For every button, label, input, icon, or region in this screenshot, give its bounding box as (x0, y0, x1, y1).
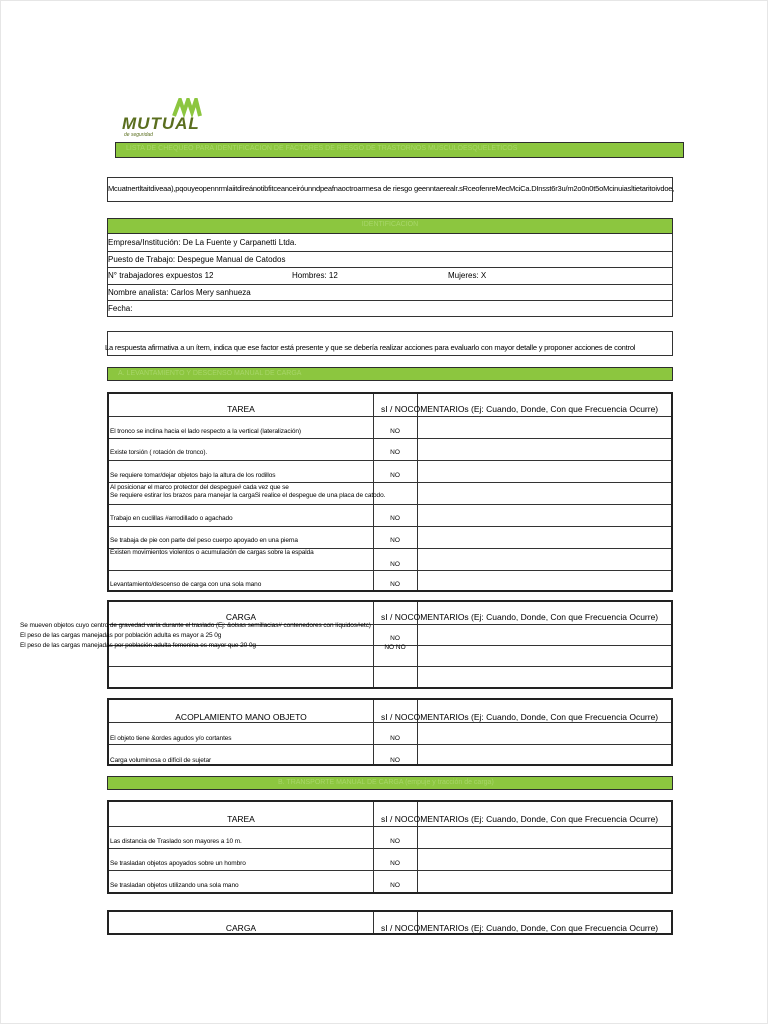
table-tarea-a-header: sI / NOCOMENTARIOs (Ej: Cuando, Donde, Con que Frecuencia Ocurre) (381, 404, 659, 414)
row-value: NO (390, 561, 400, 568)
table-carga-a-title: CARGA (225, 612, 257, 622)
row-value: NO (390, 735, 400, 742)
header-bar-text: LISTA DE CHEQUEO PARA IDENTIFICACION DE FACTORES DE RIESGO DE TRASTORNOS MUSCULOESQUELETICOS (126, 145, 518, 152)
logo-subtitle: de seguridad (124, 132, 153, 138)
analista-row (107, 284, 673, 300)
row-value: NO (390, 537, 400, 544)
section-a-title: A. LEVANTAMIENTO Y DESCENSO MANUAL DE CARGA (118, 370, 302, 377)
table-row (109, 826, 671, 848)
table-tarea-b-title: TAREA (227, 814, 255, 824)
logo-text: MUTUAL (122, 114, 200, 133)
note-text: La respuesta afirmativa a un ítem, indica que ese factor está presente y que se debería realizar acciones para evaluarlo con mayor detalle y proponer acciones de control (105, 343, 636, 352)
table-tarea-a (107, 392, 673, 592)
table-row (109, 744, 671, 766)
table-row (109, 570, 671, 592)
fecha-row (107, 300, 673, 316)
table-row (109, 438, 671, 460)
table-row (109, 416, 671, 438)
analista-text: Nombre analista: Carlos Mery sanhueza (108, 288, 251, 297)
table-row (109, 666, 671, 687)
table-row (109, 504, 671, 526)
table-carga-b-title: CARGA (225, 923, 257, 933)
table-row (109, 548, 671, 570)
table-row (109, 526, 671, 548)
row-value: NO (390, 428, 400, 435)
row-value: NO NO (384, 644, 406, 651)
section-identification-bar (107, 218, 673, 234)
puesto-row (107, 251, 673, 267)
column-divider (373, 912, 374, 933)
table-carga-a-header: sI / NOCOMENTARIOs (Ej: Cuando, Donde, Con que Frecuencia Ocurre) (381, 612, 659, 622)
intro-box (107, 177, 673, 202)
row-label: Se trabaja de pie con parte del peso cuerpo apoyado en una pierna (110, 537, 298, 544)
row-value: NO (390, 757, 400, 764)
header-bar (115, 142, 684, 158)
table-row (109, 870, 671, 892)
row-value: NO (390, 581, 400, 588)
row-label: Levantamiento/descenso de carga con una sola mano (110, 581, 262, 588)
mujeres-text: Mujeres: X (448, 271, 487, 280)
mutual-logo (118, 98, 228, 140)
row-label: El tronco se inclina hacia el lado respecto a la vertical (lateralización) (110, 428, 301, 435)
section-a-bar (107, 367, 673, 381)
row-value: NO (390, 860, 400, 867)
empresa-row (107, 235, 673, 251)
table-acoplamiento-header: sI / NOCOMENTARIOs (Ej: Cuando, Donde, Con que Frecuencia Ocurre) (381, 712, 659, 722)
table-row (109, 482, 671, 504)
empresa-text: Empresa/Institución: De La Fuente y Carpanetti Ltda. (108, 238, 297, 247)
table-row (109, 848, 671, 870)
row-label: Las distancia de Traslado son mayores a 10 m. (110, 838, 242, 845)
row-label: Trabajo en cuclillas #arrodillado o agachado (110, 515, 233, 522)
row-label: Se trasladan objetos utilizando una sola mano (110, 882, 239, 889)
table-carga-b-header: sI / NOCOMENTARIOs (Ej: Cuando, Donde, Con que Frecuencia Ocurre) (381, 923, 659, 933)
section-b-bar (107, 776, 673, 790)
row-value: NO (390, 515, 400, 522)
row-value: NO (390, 449, 400, 456)
row-label: Se trasladan objetos apoyados sobre un hombro (110, 860, 246, 867)
trabajadores-text: N° trabajadores expuestos 12 (108, 271, 214, 280)
row-value: NO (390, 635, 400, 642)
row-label: El objeto tiene &ordes agudos y/o cortantes (110, 735, 232, 742)
table-tarea-a-title: TAREA (227, 404, 255, 414)
row-value: NO (390, 882, 400, 889)
table-row (109, 722, 671, 744)
hombres-text: Hombres: 12 (292, 271, 338, 280)
table-tarea-b (107, 800, 673, 894)
row-label: Al posicionar el marco protector del despegue# cada vez que se (110, 484, 289, 491)
section-b-title: B. TRANSPORTE MANUAL DE CARGA (empuje y tracción de carga) (278, 779, 494, 786)
table-row (109, 460, 671, 482)
row-label: Se requiere tomar/dejar objetos bajo la altura de los rodillos (110, 472, 276, 479)
carga-item: El peso de las cargas manejadas por población adulta es mayor a 25 0g (20, 632, 222, 639)
carga-item: El peso de las cargas manejadas por población adulta femenina es mayor que 20 0g (20, 642, 256, 649)
row-value: NO (390, 838, 400, 845)
trabajadores-row (107, 267, 673, 283)
table-acoplamiento (107, 698, 673, 766)
row-value: NO (390, 472, 400, 479)
carga-item: Se mueven objetos cuyo centro de gravedad varía durante el traslado (Ej: &olsas semillacias# contenedores con líquidos#etc) (20, 622, 371, 629)
row-label-continued: Se requiere estirar los brazos para manejar la cargaSi realice el despegue de una placa de catodo. (110, 492, 386, 499)
row-label: Carga voluminosa o difícil de sujetar (110, 757, 212, 764)
table-acoplamiento-title: ACOPLAMIENTO MANO OBJETO (175, 712, 307, 722)
puesto-text: Puesto de Trabajo: Despegue Manual de Catodos (108, 255, 286, 264)
table-carga-b (107, 910, 673, 935)
row-label: Existe torsión ( rotación de tronco). (110, 449, 208, 456)
fecha-text: Fecha: (108, 304, 133, 313)
row-label: Existen movimientos violentos o acumulación de cargas sobre la espalda (110, 549, 314, 556)
table-tarea-b-header: sI / NOCOMENTARIOs (Ej: Cuando, Donde, Con que Frecuencia Ocurre) (381, 814, 659, 824)
intro-text: Mcuatnertltaitdiveaa),pqouyeopennrmlaiitdireánotibfitceanceiróunndpeafnaoctroarmesa de riesgo geenntaerealr.sRceofenreMecMciCa.DInsst6r3u/m2o0n0t5oMcinuiasltietaritoivdoe, (108, 184, 675, 193)
note-box (107, 331, 673, 356)
section-identification-title: IDENTIFICACION (361, 221, 419, 228)
